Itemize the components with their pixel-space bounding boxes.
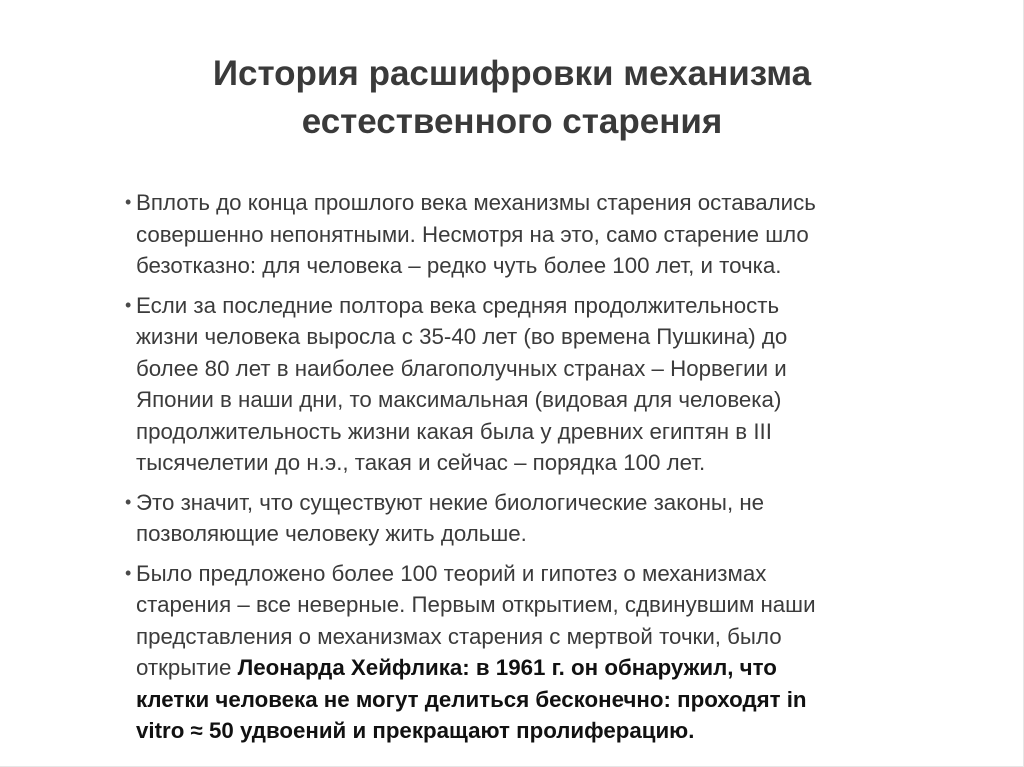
bullet-line: представления о механизмах старения с мертвой точки, было	[136, 623, 782, 649]
bullet-item-2	[128, 290, 928, 479]
bullet-item-4	[128, 558, 928, 747]
bullet-marker	[125, 487, 131, 519]
bullet-line: жизни человека выросла с 35-40 лет (во времена Пушкина) до	[136, 324, 788, 349]
bullet-marker	[125, 290, 131, 322]
bullet-line: тысячелетии до н.э., такая и сейчас – порядка 100 лет.	[136, 450, 706, 475]
bullet-list	[128, 187, 928, 755]
bullet-line-bold-part: клетки человека не могут делиться бесконечно: проходят in	[136, 686, 807, 712]
bullet-line: Вплоть до конца прошлого века механизмы старения оставались	[136, 190, 816, 215]
bullet-marker	[125, 187, 131, 219]
bullet-item-3	[128, 487, 928, 550]
bullet-item-1	[128, 187, 928, 282]
bullet-text	[136, 558, 928, 747]
bullet-line-bold-part: vitro ≈ 50 удвоений и прекращают пролиферацию.	[136, 718, 695, 743]
slide-title-line-2: естественного старения	[301, 102, 723, 141]
bullet-line: безотказно: для человека – редко чуть более 100 лет, и точка.	[136, 253, 782, 278]
bullet-text	[136, 487, 928, 550]
bullet-line: более 80 лет в наиболее благополучных странах – Норвегии и	[136, 355, 787, 381]
bullet-text	[136, 187, 928, 282]
bullet-line-bold-part: Леонарда Хейфлика: в 1961 г. он обнаружил, что	[237, 655, 777, 680]
slide-title-line-1: История расшифровки механизма	[212, 54, 812, 93]
bullet-marker	[125, 558, 131, 590]
bullet-line-bold	[136, 715, 928, 747]
bullet-line: позволяющие человеку жить дольше.	[136, 521, 527, 546]
bullet-line-mixed	[136, 652, 928, 684]
bullet-line: Если за последние полтора века средняя продолжительность	[136, 292, 780, 318]
bullet-line: старения – все неверные. Первым открытием, сдвинувшим наши	[136, 592, 816, 617]
slide-title	[110, 50, 914, 146]
bullet-line-bold	[136, 684, 928, 716]
bullet-text	[136, 290, 928, 479]
bullet-line: продолжительность жизни какая была у древних египтян в III	[136, 418, 772, 444]
bullet-line: совершенно непонятными. Несмотря на это, само старение шло	[136, 221, 809, 247]
bullet-line: Японии в наши дни, то максимальная (видовая для человека)	[136, 387, 782, 412]
bullet-line-plain-part: открытие	[136, 655, 238, 680]
bullet-line: Было предложено более 100 теорий и гипотез о механизмах	[136, 560, 767, 586]
bullet-line: Это значит, что существуют некие биологические законы, не	[136, 489, 765, 515]
